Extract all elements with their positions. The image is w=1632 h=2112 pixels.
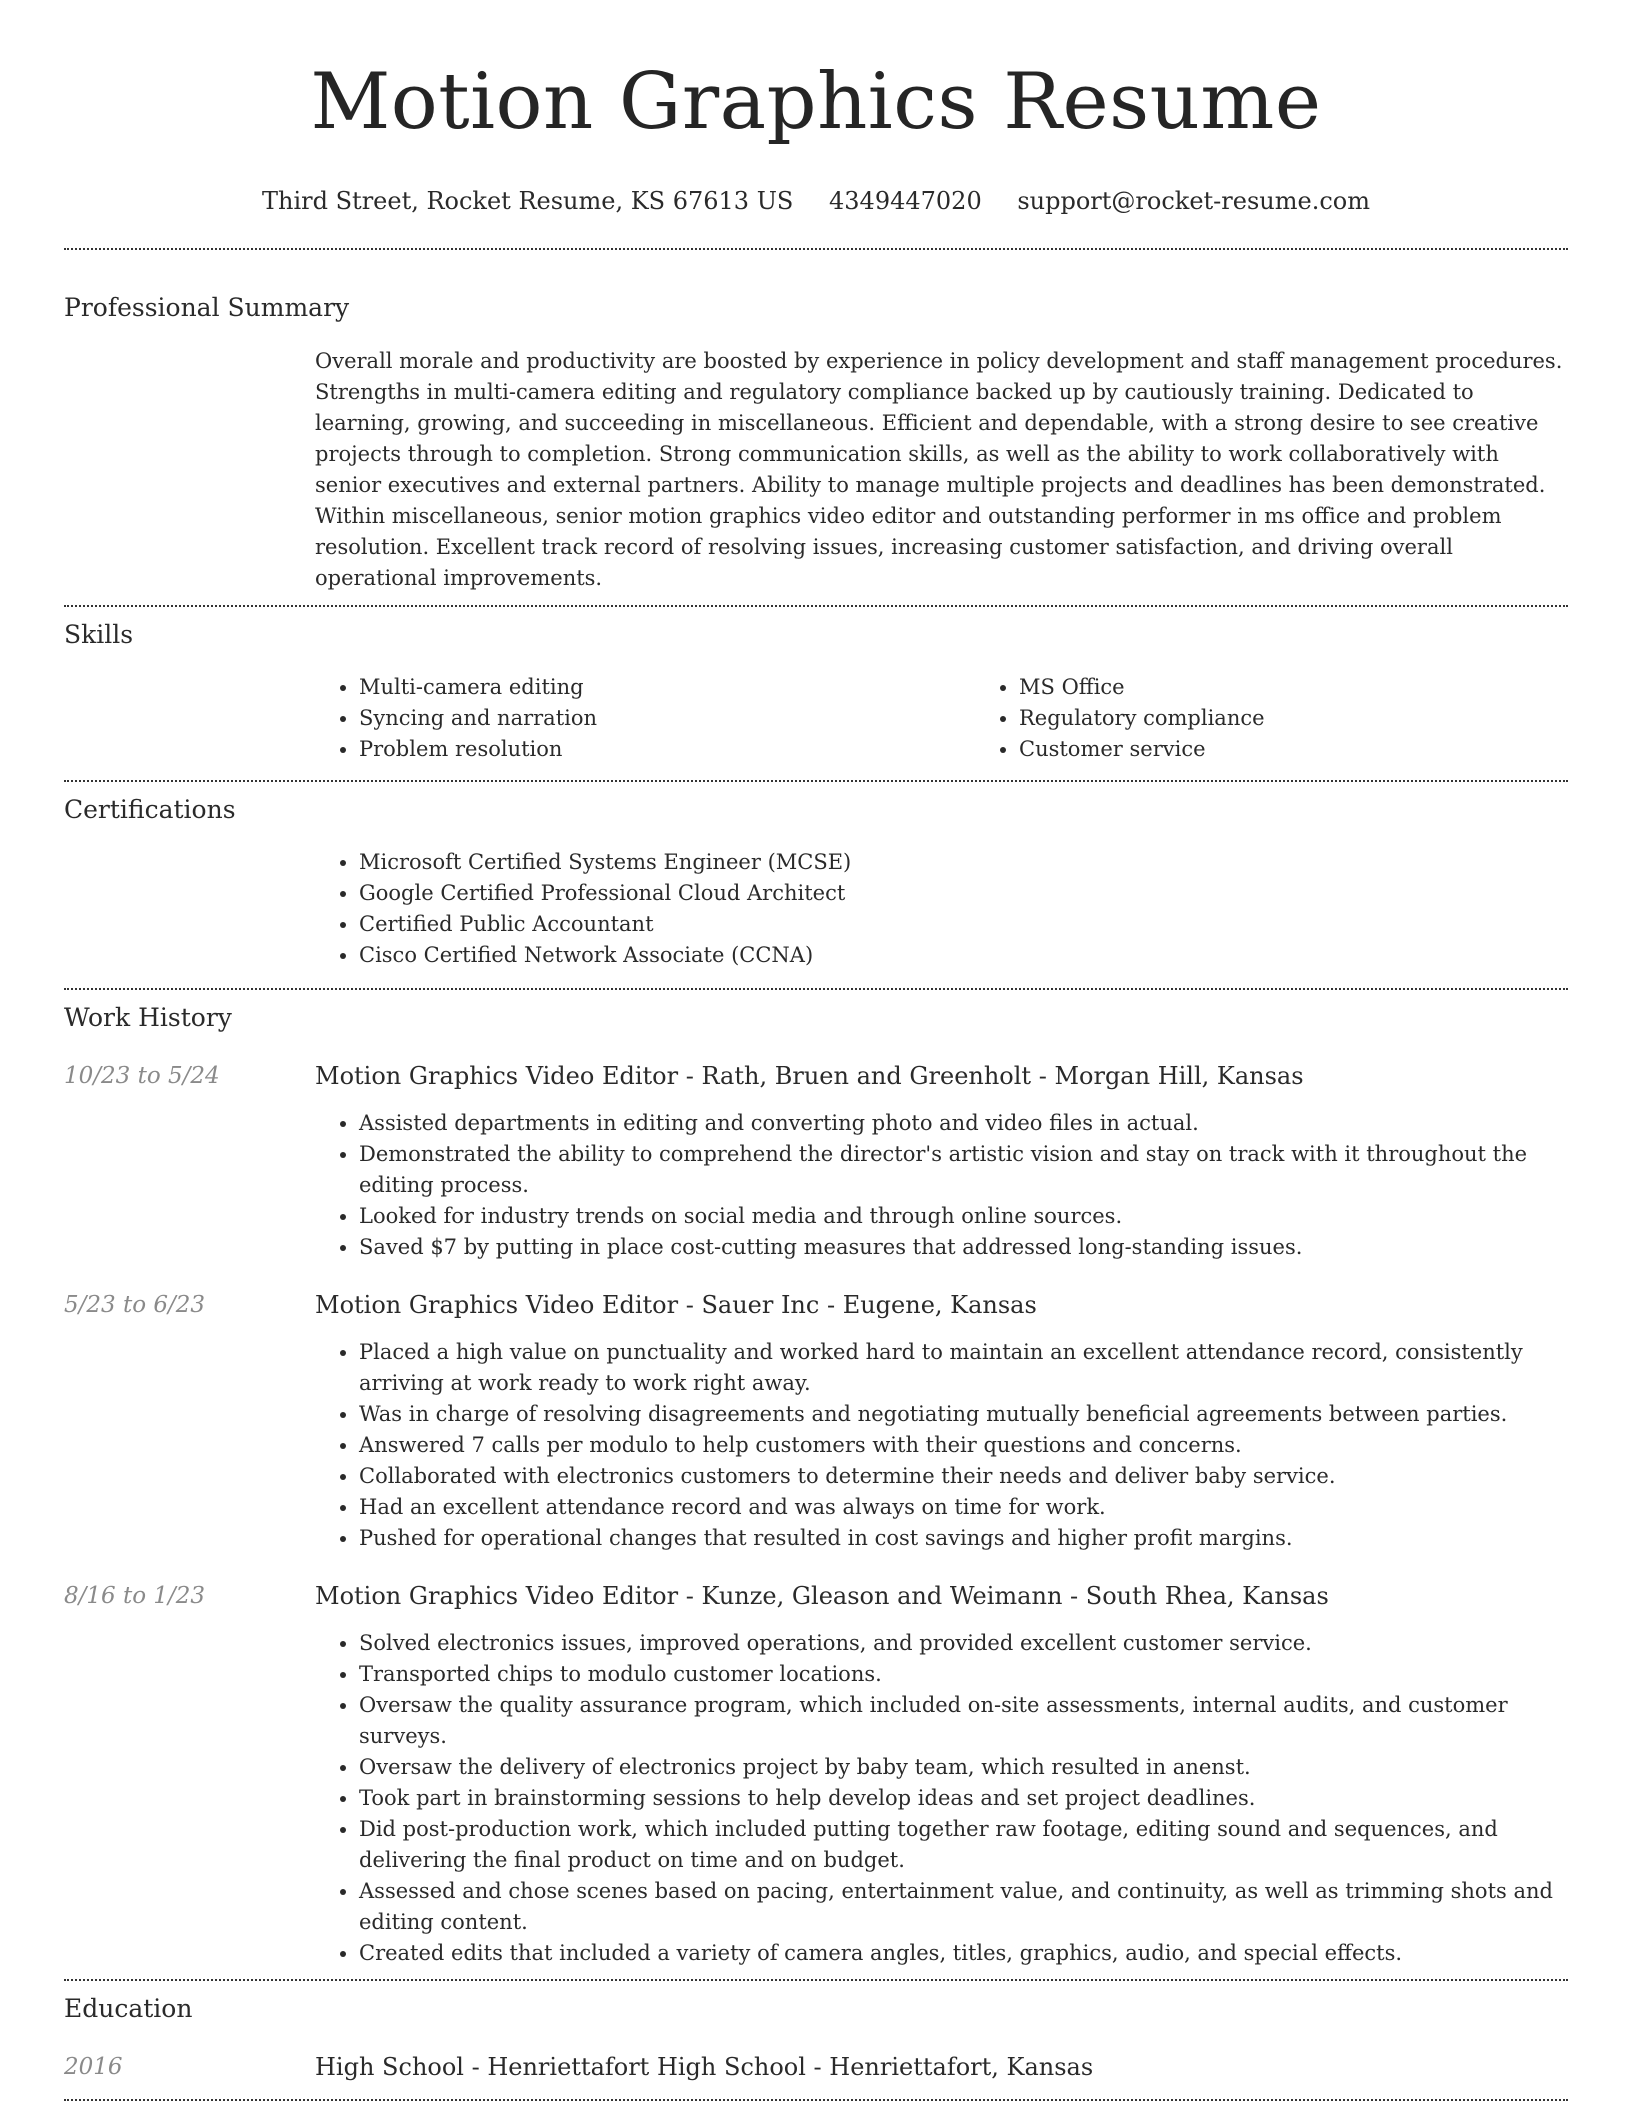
certification-item: • Microsoft Certified Systems Engineer (MCSE) — [359, 847, 1568, 878]
job-bullets — [315, 1628, 1568, 1969]
job-date: 8/16 to 1/23 — [64, 1583, 206, 1609]
certification-item: • Cisco Certified Network Associate (CCNA) — [359, 940, 1568, 971]
job-bullet: • Demonstrated the ability to comprehend the director's artistic vision and stay on track with it throughout the editing process. — [359, 1139, 1568, 1201]
education-entry — [64, 2051, 1568, 2083]
job-entry — [64, 1289, 1568, 1554]
skills-list — [315, 672, 1568, 765]
job-entry — [64, 1060, 1568, 1263]
skills-heading: Skills — [64, 620, 134, 649]
job-title: Motion Graphics Video Editor - Rath, Bruen and Greenholt - Morgan Hill, Kansas — [315, 1062, 1304, 1090]
skill-item: • Regulatory compliance — [1019, 703, 1632, 734]
job-date: 10/23 to 5/24 — [64, 1063, 220, 1089]
summary-heading: Professional Summary — [64, 293, 350, 322]
resume-header — [64, 0, 1568, 216]
education-heading: Education — [64, 1994, 193, 2023]
skill-item: • Multi-camera editing — [359, 672, 975, 703]
job-bullet: • Pushed for operational changes that resulted in cost savings and higher profit margins. — [359, 1523, 1568, 1554]
job-title: Motion Graphics Video Editor - Sauer Inc - Eugene, Kansas — [315, 1291, 1037, 1319]
job-bullet: • Transported chips to modulo customer locations. — [359, 1659, 1568, 1690]
contact-address: Third Street, Rocket Resume, KS 67613 US — [262, 187, 794, 215]
skills-right-column — [975, 672, 1632, 765]
job-bullet: • Solved electronics issues, improved operations, and provided excellent customer service. — [359, 1628, 1568, 1659]
job-bullet: • Oversaw the delivery of electronics project by baby team, which resulted in anenst. — [359, 1752, 1568, 1783]
job-bullet: • Assisted departments in editing and converting photo and video files in actual. — [359, 1108, 1568, 1139]
job-bullet: • Placed a high value on punctuality and worked hard to maintain an excellent attendance record, consistently arriving at work ready to work right away. — [359, 1337, 1568, 1399]
job-bullet: • Was in charge of resolving disagreements and negotiating mutually beneficial agreements between parties. — [359, 1399, 1568, 1430]
skills-section — [64, 607, 1568, 765]
skills-left-column — [315, 672, 975, 765]
contact-line — [64, 186, 1568, 216]
job-bullet: • Assessed and chose scenes based on pacing, entertainment value, and continuity, as well as trimming shots and editing content. — [359, 1876, 1568, 1938]
job-bullets — [315, 1337, 1568, 1554]
certifications-list — [315, 847, 1568, 971]
contact-phone: 4349447020 — [829, 187, 982, 215]
job-bullet: • Answered 7 calls per modulo to help customers with their questions and concerns. — [359, 1430, 1568, 1461]
work-section — [64, 990, 1568, 1969]
contact-email: support@rocket-resume.com — [1017, 187, 1370, 215]
skill-item: • Problem resolution — [359, 734, 975, 765]
education-section — [64, 1981, 1568, 2083]
certification-item: • Certified Public Accountant — [359, 909, 1568, 940]
job-bullet: • Looked for industry trends on social media and through online sources. — [359, 1201, 1568, 1232]
job-bullets — [315, 1108, 1568, 1263]
resume-title: Motion Graphics Resume — [310, 57, 1322, 147]
job-bullet: • Took part in brainstorming sessions to help develop ideas and set project deadlines. — [359, 1783, 1568, 1814]
education-date: 2016 — [64, 2054, 123, 2080]
summary-text: Overall morale and productivity are boosted by experience in policy development and staff management procedures. Strengths in multi-camera editing and regulatory compliance backed up by cautiously training. Dedicated to learning, growing, and succeeding in miscellaneous. Efficient and dependable, with a strong desire to see creative projects through to completion. Strong communication skills, as well as the ability to work collaboratively with senior executives and external partners. Ability to manage multiple projects and deadlines has been demonstrated. Within miscellaneous, senior motion graphics video editor and outstanding performer in ms office and problem resolution. Excellent track record of resolving issues, increasing customer satisfaction, and driving overall operational improvements. — [315, 349, 1563, 590]
job-date: 5/23 to 6/23 — [64, 1292, 206, 1318]
certification-item: • Google Certified Professional Cloud Architect — [359, 878, 1568, 909]
job-bullet: • Oversaw the quality assurance program, which included on-site assessments, internal audits, and customer surveys. — [359, 1690, 1568, 1752]
skill-item: • Customer service — [1019, 734, 1632, 765]
divider — [64, 2099, 1568, 2101]
job-title: Motion Graphics Video Editor - Kunze, Gleason and Weimann - South Rhea, Kansas — [315, 1582, 1329, 1610]
work-heading: Work History — [64, 1003, 232, 1032]
job-bullet: • Saved $7 by putting in place cost-cutting measures that addressed long-standing issues. — [359, 1232, 1568, 1263]
certifications-heading: Certifications — [64, 795, 236, 824]
education-title: High School - Henriettafort High School - Henriettafort, Kansas — [315, 2053, 1094, 2081]
skill-item: • MS Office — [1019, 672, 1632, 703]
job-bullet: • Did post-production work, which included putting together raw footage, editing sound and sequences, and delivering the final product on time and on budget. — [359, 1814, 1568, 1876]
job-entry — [64, 1580, 1568, 1969]
job-bullet: • Collaborated with electronics customers to determine their needs and deliver baby service. — [359, 1461, 1568, 1492]
summary-section — [64, 250, 1568, 594]
skill-item: • Syncing and narration — [359, 703, 975, 734]
certifications-section — [64, 782, 1568, 971]
job-bullet: • Had an excellent attendance record and was always on time for work. — [359, 1492, 1568, 1523]
job-bullet: • Created edits that included a variety of camera angles, titles, graphics, audio, and special effects. — [359, 1938, 1568, 1969]
